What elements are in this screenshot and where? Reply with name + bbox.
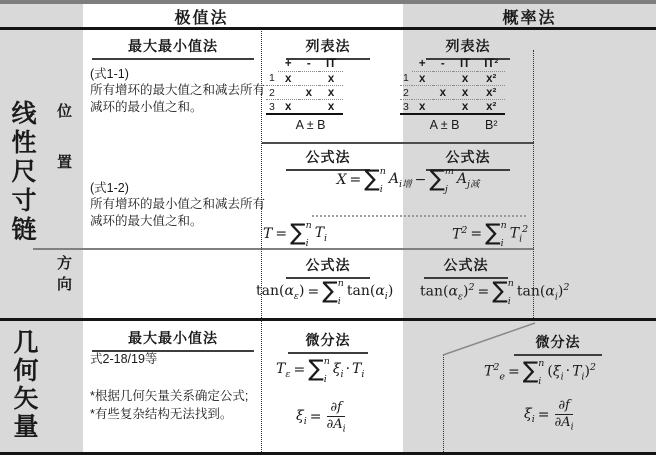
tolerance-sum-formula-extreme: T = ∑ n i $T_i$ [263, 220, 328, 249]
eq1-1-description: 所有增环的最大值之和减去所有减环的最小值之和。 [90, 83, 266, 115]
vector-note-2: *有些复杂结构无法找到。 [90, 407, 233, 421]
col-plus: + [278, 57, 299, 72]
vector-maxmin-title: 最大最小值法 [92, 328, 254, 352]
table-row: 3 x x [269, 100, 335, 113]
eq1-1-label: (式1-1) [90, 67, 129, 81]
vector-note-1: *根据几何矢量关系确定公式; [90, 389, 249, 403]
sum-symbol: ∑ m j [429, 166, 454, 195]
list-method-table-prob [400, 57, 505, 132]
formula-separator-dotted [312, 215, 526, 217]
vector-equation-ref: 式2-18/19等 [90, 352, 158, 366]
sidebar-geometric-vector-label: 几何矢量 [10, 329, 38, 441]
tolerance-sum-formula-prob: $T^2$ = ∑ n i $T_i^2$ [452, 220, 529, 249]
direction-formula-title-prob: 公式法 [424, 255, 508, 279]
position-direction-divider [33, 248, 534, 250]
sum-symbol: ∑ n i [485, 220, 507, 249]
sidebar-position-label: 位置 [55, 103, 72, 205]
result-variance-value: B² [477, 114, 505, 132]
partial-derivative-fraction: $\frac{\partial f}{\partial A_i}$ [326, 400, 346, 435]
tangent-formula-prob: $\tan(\alpha_\varepsilon)^2$ = ∑ n i $\tan(\alpha_i)^2$ [420, 278, 570, 307]
list-method-title-extreme: 列表法 [286, 36, 370, 60]
eq1-2-description: 所有增环的最小值之和减去所有减环的最大值之和。 [90, 197, 266, 229]
sidebar-direction-label: 方向 [55, 255, 72, 297]
result-value: A ± B [278, 114, 343, 132]
col-it: IT [319, 57, 343, 72]
table-row: 1 x x [266, 72, 343, 86]
table-result-row [400, 114, 505, 132]
tangent-formula-extreme: $\tan(\alpha_\varepsilon)$ = ∑ n i $\tan(\alpha_i)$ [256, 278, 394, 307]
col-minus: - [299, 57, 319, 72]
sidebar-linear-chain-label: 线性尺寸链 [8, 100, 36, 245]
sensitivity-coefficient-formula-extreme: $\xi_i$ = $\frac{\partial f}{\partial A_i}$ [296, 400, 346, 435]
differential-tolerance-formula-extreme: $T_\varepsilon$ = ∑ n i $\xi_i \cdot T_i$ [276, 356, 365, 385]
eq1-2-label: (式1-2) [90, 181, 129, 195]
list-method-table-extreme [266, 57, 343, 132]
sum-symbol: ∑ n i [308, 356, 330, 385]
probability-method-header: 概率法 [502, 10, 557, 27]
sensitivity-coefficient-formula-prob: $\xi_i$ = $\frac{\partial f}{\partial A_i}$ [524, 398, 574, 433]
sum-symbol: ∑ n i [290, 220, 312, 249]
column-divider-dotted-right-bottom [443, 354, 444, 452]
col-minus: - [433, 57, 453, 72]
table-row: 3 x x x² [403, 100, 497, 113]
differential-method-title-extreme: 微分法 [288, 330, 368, 354]
extreme-method-header: 极值法 [174, 10, 229, 27]
sum-symbol: ∑ n i [492, 278, 514, 307]
table-row: 1 x x x² [400, 72, 505, 86]
col-it-squared: IT² [477, 57, 505, 72]
differential-method-title-prob: 微分法 [514, 332, 602, 356]
list-method-title-prob: 列表法 [426, 36, 510, 60]
formula-method-title-extreme: 公式法 [286, 147, 370, 171]
direction-formula-title-extreme: 公式法 [286, 255, 370, 279]
maxmin-method-title: 最大最小值法 [92, 36, 254, 60]
formula-method-title-prob: 公式法 [426, 147, 510, 171]
closing-dimension-formula: X = ∑ n i $A_{i增}$ − ∑ m j $A_{j减}$ [336, 166, 480, 195]
partial-derivative-fraction: $\frac{\partial f}{\partial A_i}$ [554, 398, 574, 433]
table-row: 2 x x x² [400, 86, 505, 100]
bottom-border-line [0, 452, 656, 455]
col-it: IT [453, 57, 477, 72]
col-plus: + [412, 57, 433, 72]
differential-tolerance-formula-prob: $T^2_e$ = ∑ n i $(\xi_i \cdot T_i)^2$ [484, 358, 596, 387]
table-result-row [266, 114, 343, 132]
section-divider-line [0, 318, 656, 321]
sum-symbol: ∑ n i [364, 166, 386, 195]
list-formula-divider [262, 142, 534, 144]
sum-symbol: ∑ n i [322, 278, 344, 307]
result-value: A ± B [412, 114, 477, 132]
table-row: 2 x x [266, 86, 343, 100]
sum-symbol: ∑ n i [522, 358, 545, 387]
